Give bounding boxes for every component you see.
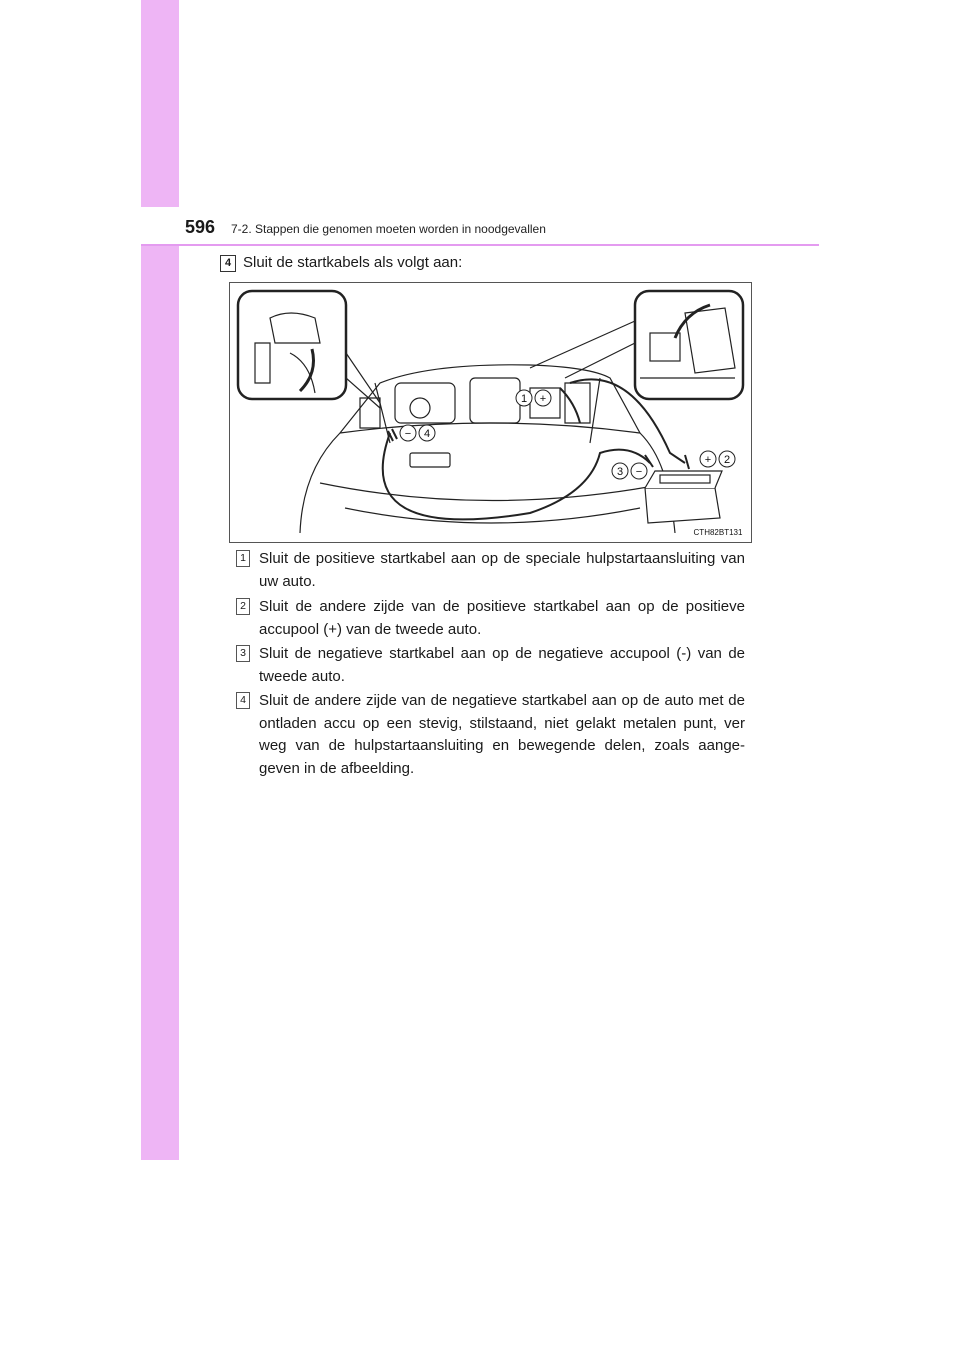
right-inset-connector [530, 321, 635, 378]
minus-sign-4: − [404, 428, 412, 440]
item-number-2: 2 [236, 598, 250, 615]
item-text-4: Sluit de andere zijde van de negatieve startkabel aan op de auto met de ontladen accu op een stevig, stilstaand, niet gelakt metalen punt, ver weg van de hulpstartaansluiting en bewegende delen, zoals aange-geven in de afbeelding. [259, 692, 745, 777]
item-text-3: Sluit de negatieve startkabel aan op de negatieve accupool (-) van de tweede auto. [259, 645, 745, 685]
positive-clamp [560, 388, 580, 423]
minus-sign-3: − [635, 466, 643, 478]
plus-sign-2: + [704, 454, 712, 466]
engine-block [470, 378, 520, 423]
step-instruction: Sluit de startkabels als volgt aan: [243, 254, 463, 271]
callout-2-label: 2 [723, 454, 731, 466]
hood-latch [410, 453, 450, 467]
battery-cells [660, 475, 710, 483]
item-number-3: 3 [236, 645, 250, 662]
callout-4-label: 4 [423, 428, 431, 440]
jump-start-illustration [229, 282, 752, 543]
illustration-svg [230, 283, 751, 542]
section-title: 7-2. Stappen die genomen moeten worden in noodgevallen [231, 222, 546, 236]
callout-1-label: 1 [520, 393, 528, 405]
page-number: 596 [185, 217, 216, 237]
item-text-2: Sluit de andere zijde van de positieve startkabel aan op de positieve accupool (+) van de tweede auto. [259, 598, 745, 638]
left-inset-frame [238, 291, 346, 399]
lower-bumper-line [345, 508, 640, 523]
plus-sign-1: + [539, 393, 547, 405]
engine-cap [410, 398, 430, 418]
item-number-4: 4 [236, 692, 250, 709]
item-text-1: Sluit de positieve startkabel aan op de speciale hulpstartaansluiting van uw auto. [259, 550, 745, 590]
item-number-1: 1 [236, 550, 250, 567]
battery-body [645, 488, 720, 523]
left-inset-connector [346, 353, 380, 408]
bumper-line [320, 483, 670, 501]
callout-3-label: 3 [616, 466, 624, 478]
side-thumb-strip [141, 0, 179, 1160]
figure-code: CTH82BT131 [693, 528, 743, 537]
step-number-box: 4 [220, 255, 236, 272]
header-rule [141, 244, 819, 246]
left-inset-details [255, 313, 320, 393]
right-inset-frame [635, 291, 743, 399]
negative-cable [383, 433, 650, 519]
